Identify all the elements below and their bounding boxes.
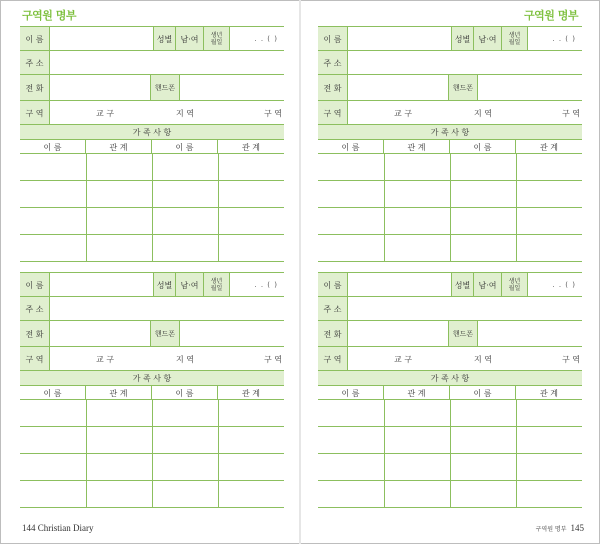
phone-label: 전 화: [20, 321, 50, 347]
name-field[interactable]: [50, 27, 154, 51]
birth-label: 생년 월일: [204, 273, 230, 297]
mobile-label: 핸드폰: [151, 75, 180, 101]
district-sub-label: 구 역: [562, 108, 580, 118]
gender-options[interactable]: 남·여: [474, 27, 502, 51]
family-row-divider: [318, 261, 582, 262]
district-row: [20, 100, 284, 125]
page-title-right: 구역원 명부: [524, 9, 578, 22]
church-label: 교 구: [96, 354, 114, 364]
mobile-label: 핸드폰: [449, 321, 478, 347]
name-field[interactable]: [50, 273, 154, 297]
birth-date-field[interactable]: . . ( ): [552, 35, 576, 43]
name-field[interactable]: [348, 273, 452, 297]
column-relation: 관 계: [384, 386, 450, 400]
family-col-divider: [218, 399, 219, 507]
phone-field[interactable]: [50, 321, 151, 347]
district-sub-label: 구 역: [264, 354, 282, 364]
column-name: 이 름: [152, 140, 218, 154]
family-title: 가 족 사 항: [132, 128, 172, 137]
column-relation: 관 계: [242, 388, 260, 398]
birth-date-field[interactable]: . . ( ): [254, 35, 278, 43]
gender-label: 성별: [154, 273, 176, 297]
family-col-divider: [86, 399, 87, 507]
name-row: [20, 272, 284, 297]
family-columns: [20, 385, 284, 400]
family-col-divider: [384, 399, 385, 507]
phone-field[interactable]: [348, 321, 449, 347]
gender-options[interactable]: 남·여: [176, 273, 204, 297]
address-label: 주 소: [20, 297, 50, 321]
column-name: 이 름: [20, 140, 86, 154]
footer-page-number: 145: [570, 523, 584, 533]
name-row: [20, 26, 284, 51]
phone-row: [20, 320, 284, 347]
family-col-divider: [516, 399, 517, 507]
phone-label: 전 화: [20, 75, 50, 101]
address-field[interactable]: [348, 297, 582, 321]
family-title: 가 족 사 항: [132, 374, 172, 383]
district-row: [318, 346, 582, 371]
family-title: 가 족 사 항: [430, 128, 470, 137]
family-col-divider: [384, 153, 385, 261]
gender-label: 성별: [452, 273, 474, 297]
district-sub-label: 구 역: [264, 108, 282, 118]
birth-label: 생년 월일: [502, 27, 528, 51]
address-row: [318, 296, 582, 321]
mobile-field[interactable]: [478, 75, 582, 101]
family-row-divider: [20, 261, 284, 262]
phone-row: [318, 320, 582, 347]
column-name: 이 름: [450, 140, 516, 154]
name-label: 이 름: [318, 27, 348, 51]
family-col-divider: [86, 153, 87, 261]
column-relation: 관 계: [540, 388, 558, 398]
column-relation: 관 계: [86, 140, 152, 154]
family-col-divider: [450, 153, 451, 261]
district-row: [318, 100, 582, 125]
address-field[interactable]: [50, 297, 284, 321]
family-header: [20, 124, 284, 140]
footer-right-page: [536, 523, 584, 533]
area-label: 지 역: [474, 354, 492, 364]
column-name: 이 름: [152, 386, 218, 400]
church-label: 교 구: [394, 354, 412, 364]
column-relation: 관 계: [540, 142, 558, 152]
district-label: 구 역: [20, 347, 50, 371]
family-row-divider: [318, 507, 582, 508]
mobile-field[interactable]: [180, 321, 284, 347]
family-col-divider: [218, 153, 219, 261]
family-row-divider: [20, 507, 284, 508]
phone-row: [318, 74, 582, 101]
family-header: [318, 124, 582, 140]
address-label: 주 소: [20, 51, 50, 75]
address-field[interactable]: [50, 51, 284, 75]
page-gutter: [299, 0, 301, 544]
address-row: [20, 296, 284, 321]
page-title-left: 구역원 명부: [22, 9, 76, 22]
family-title: 가 족 사 항: [430, 374, 470, 383]
address-row: [20, 50, 284, 75]
district-label: 구 역: [318, 101, 348, 125]
phone-label: 전 화: [318, 321, 348, 347]
phone-row: [20, 74, 284, 101]
gender-options[interactable]: 남·여: [176, 27, 204, 51]
name-label: 이 름: [318, 273, 348, 297]
address-label: 주 소: [318, 297, 348, 321]
column-name: 이 름: [318, 140, 384, 154]
district-sub-label: 구 역: [562, 354, 580, 364]
gender-label: 성별: [452, 27, 474, 51]
birth-date-field[interactable]: . . ( ): [254, 281, 278, 289]
name-label: 이 름: [20, 27, 50, 51]
name-row: [318, 26, 582, 51]
phone-label: 전 화: [318, 75, 348, 101]
mobile-label: 핸드폰: [449, 75, 478, 101]
family-col-divider: [152, 153, 153, 261]
name-label: 이 름: [20, 273, 50, 297]
name-row: [318, 272, 582, 297]
district-label: 구 역: [318, 347, 348, 371]
church-label: 교 구: [96, 108, 114, 118]
column-name: 이 름: [318, 386, 384, 400]
mobile-label: 핸드폰: [151, 321, 180, 347]
column-name: 이 름: [450, 386, 516, 400]
gender-options[interactable]: 남·여: [474, 273, 502, 297]
name-field[interactable]: [348, 27, 452, 51]
address-label: 주 소: [318, 51, 348, 75]
column-relation: 관 계: [242, 142, 260, 152]
address-row: [318, 50, 582, 75]
mobile-field[interactable]: [180, 75, 284, 101]
family-col-divider: [152, 399, 153, 507]
family-header: [318, 370, 582, 386]
phone-field[interactable]: [50, 75, 151, 101]
area-label: 지 역: [176, 354, 194, 364]
area-label: 지 역: [474, 108, 492, 118]
family-columns: [318, 139, 582, 154]
gender-label: 성별: [154, 27, 176, 51]
column-relation: 관 계: [86, 386, 152, 400]
column-name: 이 름: [20, 386, 86, 400]
district-label: 구 역: [20, 101, 50, 125]
family-col-divider: [450, 399, 451, 507]
district-row: [20, 346, 284, 371]
mobile-field[interactable]: [478, 321, 582, 347]
family-header: [20, 370, 284, 386]
footer-left-page: 144 Christian Diary: [22, 523, 94, 533]
column-relation: 관 계: [384, 140, 450, 154]
address-field[interactable]: [348, 51, 582, 75]
phone-field[interactable]: [348, 75, 449, 101]
church-label: 교 구: [394, 108, 412, 118]
family-col-divider: [516, 153, 517, 261]
birth-date-field[interactable]: . . ( ): [552, 281, 576, 289]
family-columns: [318, 385, 582, 400]
birth-label: 생년 월일: [204, 27, 230, 51]
footer-section-label: 구역원 명부: [535, 526, 567, 533]
area-label: 지 역: [176, 108, 194, 118]
birth-label: 생년 월일: [502, 273, 528, 297]
family-columns: [20, 139, 284, 154]
